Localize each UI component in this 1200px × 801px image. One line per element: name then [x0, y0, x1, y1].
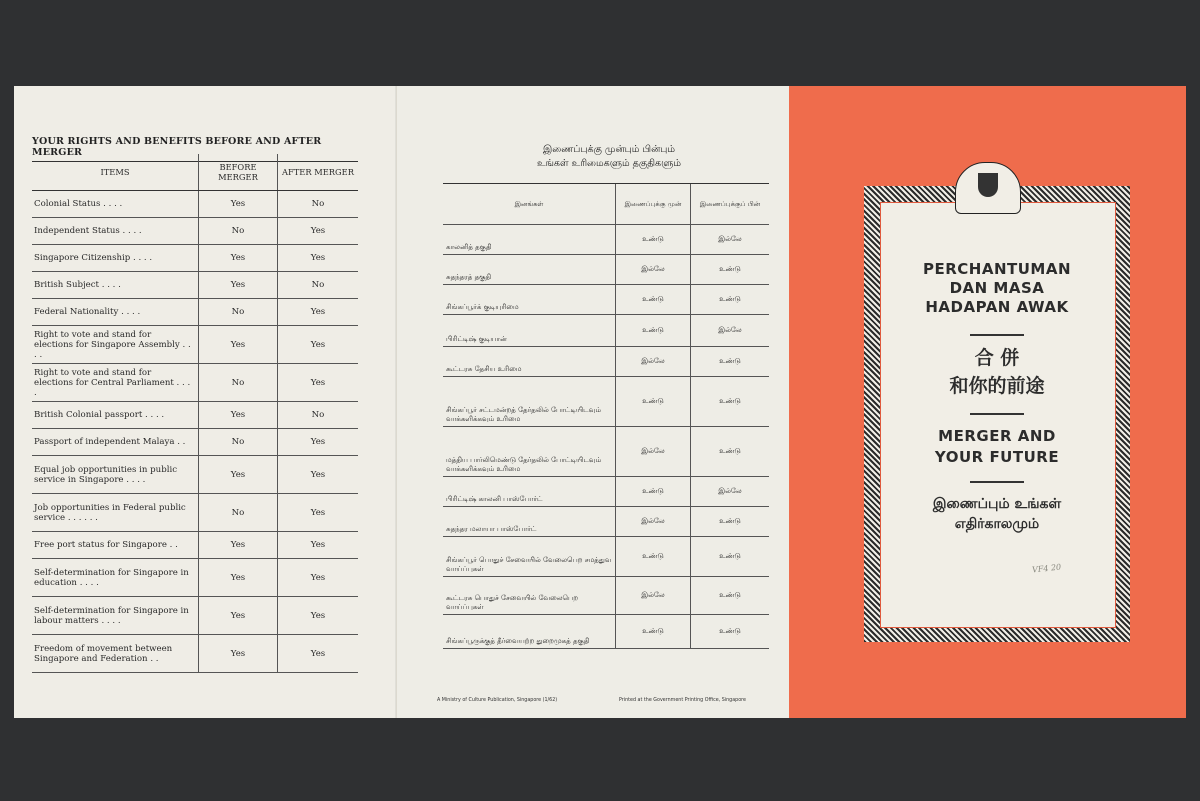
pencil-annotation: VF4 20 — [1031, 562, 1062, 575]
tamil-after-cell: இல்லே — [691, 225, 770, 255]
before-cell: Yes — [199, 559, 278, 597]
tamil-after-cell: உண்டு — [691, 427, 770, 477]
item-cell — [32, 245, 199, 272]
item-cell — [32, 559, 199, 597]
table-row — [443, 315, 769, 347]
tamil-item-cell: கூட்டரசு பொதுச் சேவையில் வேலைபெற வாய்ப்புகள் — [443, 577, 616, 615]
table-row — [443, 507, 769, 537]
after-cell: Yes — [278, 532, 359, 559]
item-label: Federal Nationality — [34, 307, 119, 317]
tamil-item-cell: காலனித் தகுதி — [443, 225, 616, 255]
after-cell: Yes — [278, 597, 359, 635]
before-cell: No — [199, 299, 278, 326]
item-label: Singapore Citizenship — [34, 253, 131, 263]
leader-dots: . . — [169, 540, 178, 550]
tamil-before-cell: இல்லே — [616, 255, 691, 285]
table-row — [32, 272, 358, 299]
after-cell: Yes — [278, 635, 359, 673]
after-cell: No — [278, 272, 359, 299]
leader-dots: . . . . . . — [67, 512, 98, 523]
before-cell: Yes — [199, 402, 278, 429]
table-row — [32, 326, 358, 364]
english-cover-title — [880, 426, 1114, 468]
before-cell: No — [199, 218, 278, 245]
table-row — [32, 191, 358, 218]
tamil-after-cell: உண்டு — [691, 285, 770, 315]
table-row — [32, 429, 358, 456]
table-row — [32, 635, 358, 673]
tamil-table-title — [449, 143, 769, 171]
chinese-title — [880, 344, 1114, 400]
tamil-header-before: இணைப்புக்கு முன் — [616, 184, 691, 225]
table-row — [443, 427, 769, 477]
tamil-after-cell: இல்லே — [691, 315, 770, 347]
table-row — [32, 494, 358, 532]
leader-dots: . . . . — [133, 253, 153, 263]
after-cell: Yes — [278, 429, 359, 456]
tamil-item-cell: பிரிட்டிஷ் குடியான் — [443, 315, 616, 347]
column-header-after: AFTER MERGER — [278, 154, 359, 191]
leader-dots: . . . . — [103, 199, 123, 209]
table-row — [443, 285, 769, 315]
item-cell — [32, 218, 199, 245]
before-cell: No — [199, 494, 278, 532]
tamil-before-cell: இல்லே — [616, 427, 691, 477]
tamil-before-cell: இல்லே — [616, 347, 691, 377]
table-row — [32, 218, 358, 245]
tamil-item-cell: பிரிட்டிஷ் காலனி பாஸ்போர்ட் — [443, 477, 616, 507]
tamil-item-cell: சிங்கப்பூர்க் குடியுரிமை — [443, 285, 616, 315]
leader-dots: . . . . — [121, 307, 141, 317]
leader-dots: . . . . — [126, 474, 146, 485]
table-row — [443, 615, 769, 649]
item-label: British Colonial passport — [34, 410, 143, 420]
item-cell — [32, 402, 199, 429]
item-label: Self-determination for Singapore in education — [34, 567, 189, 588]
item-label: Self-determination for Singapore in labour matters — [34, 605, 189, 626]
coat-of-arms-icon — [955, 162, 1021, 214]
after-cell: Yes — [278, 494, 359, 532]
before-cell: Yes — [199, 272, 278, 299]
before-cell: Yes — [199, 456, 278, 494]
item-cell — [32, 326, 199, 364]
table-row — [32, 364, 358, 402]
chinese-title-line1: 合 併 — [974, 347, 1020, 369]
table-row — [443, 347, 769, 377]
item-label: Colonial Status — [34, 199, 101, 209]
item-cell — [32, 429, 199, 456]
publication-credit: A Ministry of Culture Publication, Singapore (1/62) — [437, 698, 558, 703]
before-cell: Yes — [199, 532, 278, 559]
tamil-header-items: இனங்கள் — [443, 184, 616, 225]
item-label: Independent Status — [34, 226, 120, 236]
tamil-after-cell: உண்டு — [691, 507, 770, 537]
tamil-before-cell: உண்டு — [616, 537, 691, 577]
table-row — [443, 255, 769, 285]
item-cell — [32, 532, 199, 559]
tamil-before-cell: இல்லே — [616, 577, 691, 615]
item-cell — [32, 494, 199, 532]
english-title-line2: YOUR FUTURE — [934, 448, 1060, 466]
item-cell — [32, 456, 199, 494]
table-row — [32, 245, 358, 272]
divider — [970, 481, 1024, 483]
after-cell: Yes — [278, 456, 359, 494]
tamil-item-cell: சிங்கப்பூர் சட்டமன்றத் தேர்தலில் போட்டியிடவும் வாக்களிக்கவும் உரிமை — [443, 377, 616, 427]
tamil-before-cell: உண்டு — [616, 615, 691, 649]
english-title-line1: MERGER AND — [938, 427, 1056, 445]
item-label: Right to vote and stand for elections for Central Parliament — [34, 367, 174, 388]
tamil-after-cell: உண்டு — [691, 377, 770, 427]
before-cell: Yes — [199, 245, 278, 272]
tamil-item-cell: கூட்டரசு தேசிய உரிமை — [443, 347, 616, 377]
tamil-header-after: இணைப்புக்குப் பின் — [691, 184, 770, 225]
before-cell: No — [199, 364, 278, 402]
tamil-cover-line1: இணைப்பும் உங்கள் — [932, 496, 1062, 512]
leader-dots: . . — [150, 653, 159, 664]
tamil-item-cell: சிங்கப்பூருக்குத் தீர்வையற்ற துறைமுகத் தகுதி — [443, 615, 616, 649]
table-row — [443, 377, 769, 427]
item-label: Free port status for Singapore — [34, 540, 167, 550]
table-row — [32, 597, 358, 635]
table-row — [32, 456, 358, 494]
table-row — [32, 299, 358, 326]
before-cell: No — [199, 429, 278, 456]
table-row — [32, 559, 358, 597]
table-row — [443, 537, 769, 577]
english-panel — [14, 86, 396, 718]
item-cell — [32, 299, 199, 326]
tamil-item-cell: சிங்கப்பூர் பொதுச் சேவையில் வேலைபெற சமத்துவ வாய்ப்புகள் — [443, 537, 616, 577]
tamil-title-line1: இணைப்புக்கு முன்பும் பின்பும் — [542, 144, 676, 155]
tamil-after-cell: உண்டு — [691, 577, 770, 615]
english-table-title: YOUR RIGHTS AND BENEFITS BEFORE AND AFTER MERGER — [32, 136, 358, 162]
tamil-cover-line2: எதிர்காலமும் — [954, 516, 1040, 532]
after-cell: No — [278, 191, 359, 218]
column-header-before: BEFORE MERGER — [199, 154, 278, 191]
after-cell: No — [278, 402, 359, 429]
after-cell: Yes — [278, 326, 359, 364]
item-label: Job opportunities in Federal public service — [34, 502, 186, 523]
leader-dots: . . . . — [79, 577, 99, 588]
tamil-after-cell: இல்லே — [691, 477, 770, 507]
table-row — [443, 477, 769, 507]
item-cell — [32, 364, 199, 402]
leader-dots: . . . . — [34, 339, 191, 360]
item-cell — [32, 635, 199, 673]
chinese-title-line2: 和你的前途 — [949, 375, 1045, 397]
english-rights-table — [32, 154, 358, 673]
tamil-before-cell: உண்டு — [616, 477, 691, 507]
column-header-items: ITEMS — [32, 154, 199, 191]
after-cell: Yes — [278, 245, 359, 272]
tamil-after-cell: உண்டு — [691, 347, 770, 377]
leader-dots: . . . . — [101, 615, 121, 626]
tamil-after-cell: உண்டு — [691, 255, 770, 285]
before-cell: Yes — [199, 597, 278, 635]
item-cell — [32, 191, 199, 218]
after-cell: Yes — [278, 218, 359, 245]
tamil-title-line2: உங்கள் உரிமைகளும் தகுதிகளும் — [536, 158, 682, 169]
tamil-before-cell: உண்டு — [616, 315, 691, 347]
item-label: British Subject — [34, 280, 99, 290]
tamil-before-cell: உண்டு — [616, 377, 691, 427]
table-row — [443, 577, 769, 615]
item-label: Equal job opportunities in public service in Singapore — [34, 464, 178, 485]
malay-title — [880, 260, 1114, 317]
item-label: Freedom of movement between Singapore and Federation — [34, 643, 173, 664]
item-label: Passport of independent Malaya — [34, 437, 175, 447]
table-row — [443, 225, 769, 255]
item-cell — [32, 597, 199, 635]
item-label: Right to vote and stand for elections for Singapore Assembly — [34, 329, 180, 350]
leader-dots: . . — [177, 437, 186, 447]
tamil-cover-title — [880, 494, 1114, 534]
tamil-panel — [396, 86, 790, 718]
tamil-item-cell: சுதந்தரத் தகுதி — [443, 255, 616, 285]
tamil-rights-table — [443, 183, 769, 649]
tamil-before-cell: உண்டு — [616, 225, 691, 255]
cover-panel — [789, 86, 1186, 718]
leader-dots: . . . . — [101, 280, 121, 290]
table-row — [32, 402, 358, 429]
leaflet — [14, 86, 1186, 718]
tamil-after-cell: உண்டு — [691, 615, 770, 649]
after-cell: Yes — [278, 299, 359, 326]
tamil-before-cell: இல்லே — [616, 507, 691, 537]
after-cell: Yes — [278, 364, 359, 402]
printer-credit: Printed at the Government Printing Office, Singapore — [619, 698, 746, 703]
tamil-before-cell: உண்டு — [616, 285, 691, 315]
leader-dots: . . . . — [34, 377, 191, 398]
malay-title-line2: DAN MASA — [949, 279, 1045, 297]
before-cell: Yes — [199, 635, 278, 673]
divider — [970, 413, 1024, 415]
divider — [970, 334, 1024, 336]
table-row — [32, 532, 358, 559]
before-cell: Yes — [199, 326, 278, 364]
tamil-item-cell: மத்திய பார்லிமெண்டு தேர்தலில் போட்டியிடவும் வாக்களிக்கவும் உரிமை — [443, 427, 616, 477]
after-cell: Yes — [278, 559, 359, 597]
tamil-item-cell: சுதந்தர மலாயா பாஸ்போர்ட் — [443, 507, 616, 537]
leader-dots: . . . . — [145, 410, 165, 420]
leader-dots: . . . . — [122, 226, 142, 236]
malay-title-line1: PERCHANTUMAN — [922, 260, 1072, 278]
tamil-after-cell: உண்டு — [691, 537, 770, 577]
before-cell: Yes — [199, 191, 278, 218]
item-cell — [32, 272, 199, 299]
malay-title-line3: HADAPAN AWAK — [925, 298, 1069, 316]
